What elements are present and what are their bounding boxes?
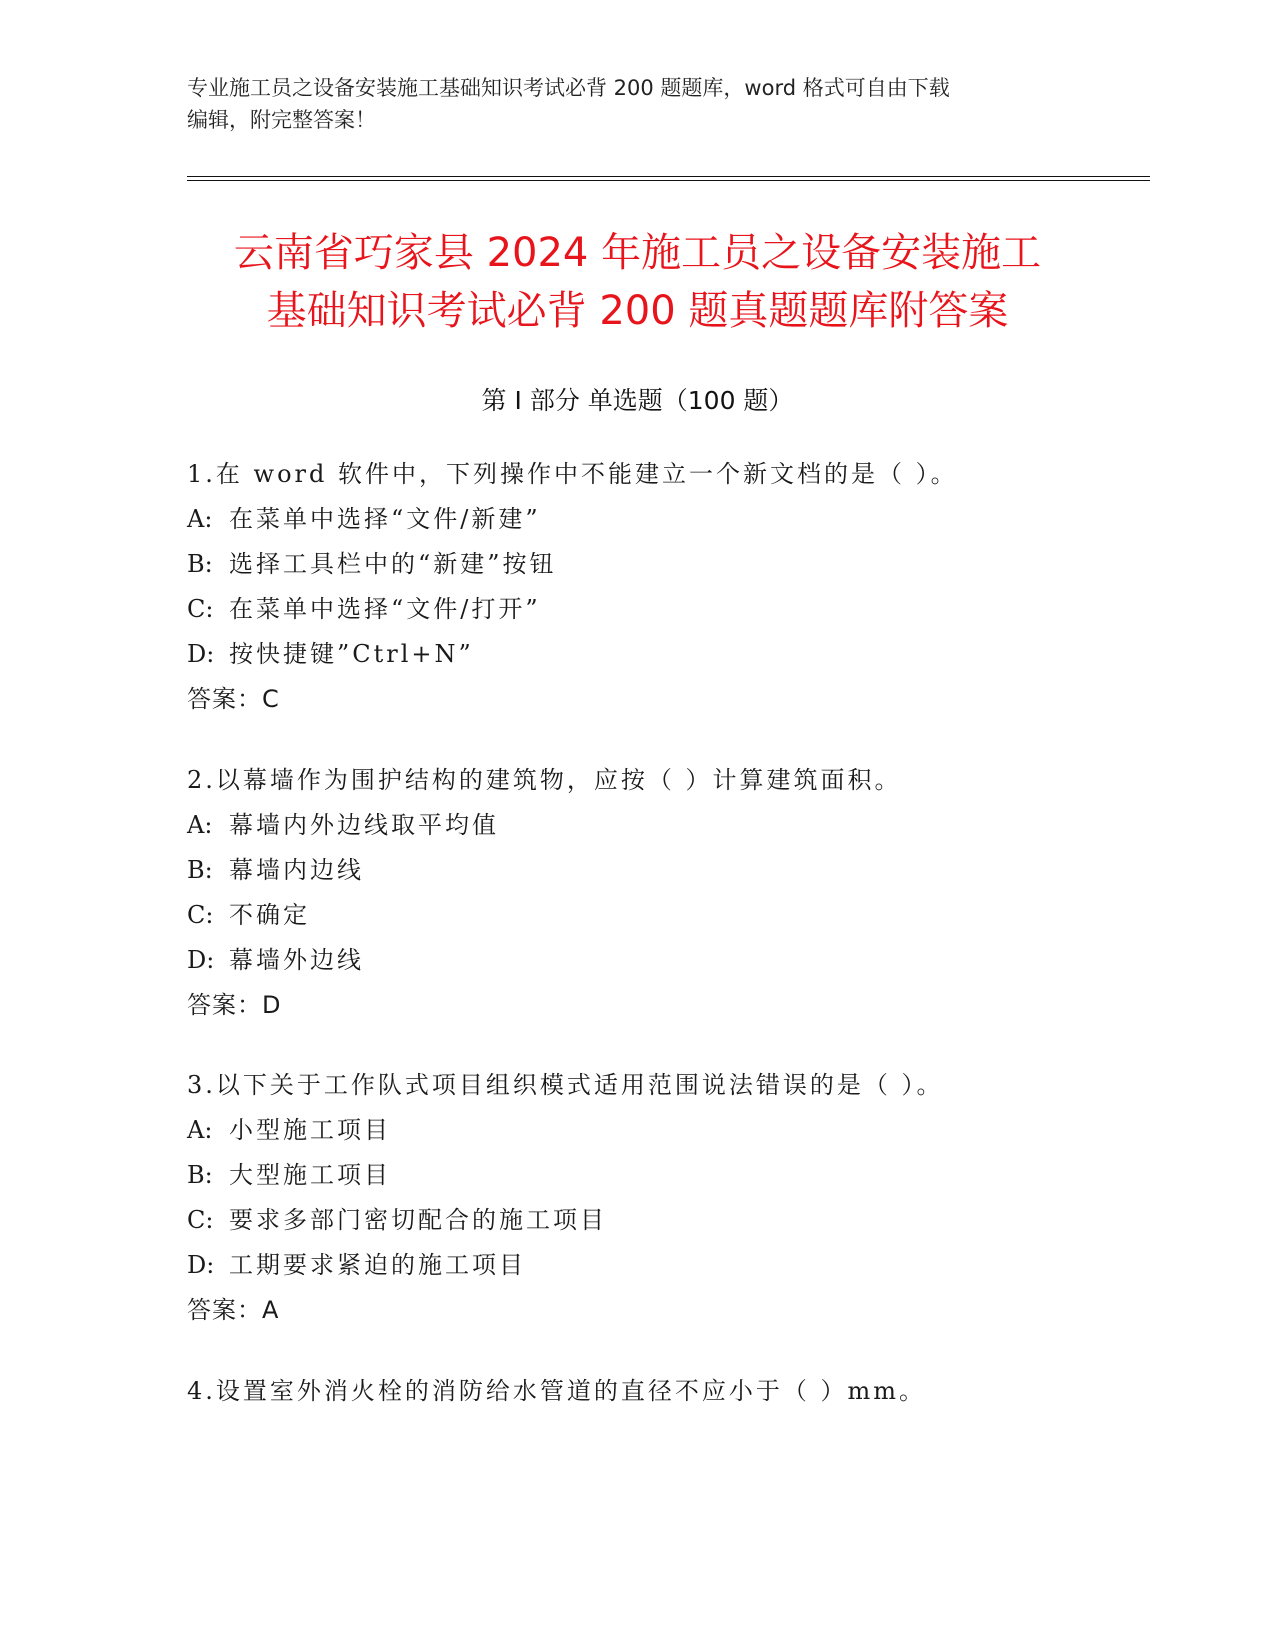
header-divider (187, 176, 1150, 181)
option-a (187, 497, 1137, 542)
question-stem: 3.以下关于工作队式项目组织模式适用范围说法错误的是（ ）。 (187, 1071, 944, 1099)
question-stem: 2.以幕墙作为围护结构的建筑物，应按（ ）计算建筑面积。 (187, 766, 902, 794)
option-text: 幕墙内外边线取平均值 (229, 811, 499, 839)
option-b (187, 848, 1137, 893)
answer-line: 答案：C (187, 685, 280, 713)
option-label: C: (187, 595, 214, 623)
option-label: C: (187, 901, 214, 929)
option-text: 在菜单中选择“文件/打开” (229, 595, 541, 623)
option-label: B: (187, 550, 213, 578)
option-c (187, 893, 1137, 938)
option-text: 按快捷键”Ctrl+N” (229, 640, 474, 668)
answer-line: 答案：A (187, 1296, 280, 1324)
question-stem: 4.设置室外消火栓的消防给水管道的直径不应小于（ ）mm。 (187, 1377, 927, 1405)
option-text: 工期要求紧迫的施工项目 (229, 1251, 526, 1279)
option-text: 幕墙内边线 (229, 856, 364, 884)
question-4 (187, 1369, 1137, 1414)
question-stem: 1.在 word 软件中，下列操作中不能建立一个新文档的是（ ）。 (187, 460, 958, 488)
question-1 (187, 452, 1137, 722)
option-b (187, 542, 1137, 587)
option-text: 幕墙外边线 (229, 946, 364, 974)
option-label: B: (187, 856, 213, 884)
question-2 (187, 758, 1137, 1028)
option-b (187, 1153, 1137, 1198)
question-3 (187, 1063, 1137, 1333)
option-c (187, 1198, 1137, 1243)
option-d (187, 938, 1137, 983)
option-d (187, 1243, 1137, 1288)
option-d (187, 632, 1137, 677)
document-title (120, 224, 1155, 340)
option-label: C: (187, 1206, 214, 1234)
option-a (187, 803, 1137, 848)
option-text: 在菜单中选择“文件/新建” (229, 505, 541, 533)
header-note-line-2: 编辑，附完整答案！ (187, 108, 376, 132)
option-text: 要求多部门密切配合的施工项目 (229, 1206, 607, 1234)
document-title-line-2: 基础知识考试必背 200 题真题题库附答案 (266, 288, 1009, 334)
option-c (187, 587, 1137, 632)
section-title: 第 I 部分 单选题（100 题） (481, 386, 794, 415)
answer-line: 答案：D (187, 991, 282, 1019)
option-text: 大型施工项目 (229, 1161, 391, 1189)
option-label: A: (187, 1116, 213, 1144)
option-text: 不确定 (229, 901, 310, 929)
header-note (187, 72, 1087, 136)
option-label: B: (187, 1161, 213, 1189)
option-text: 选择工具栏中的“新建”按钮 (229, 550, 557, 578)
option-label: D: (187, 946, 215, 974)
option-a (187, 1108, 1137, 1153)
option-text: 小型施工项目 (229, 1116, 391, 1144)
option-label: D: (187, 640, 215, 668)
header-note-line-1: 专业施工员之设备安装施工基础知识考试必背 200 题题库，word 格式可自由下载 (187, 76, 950, 100)
option-label: A: (187, 811, 213, 839)
document-title-line-1: 云南省巧家县 2024 年施工员之设备安装施工 (233, 230, 1042, 276)
option-label: D: (187, 1251, 215, 1279)
option-label: A: (187, 505, 213, 533)
